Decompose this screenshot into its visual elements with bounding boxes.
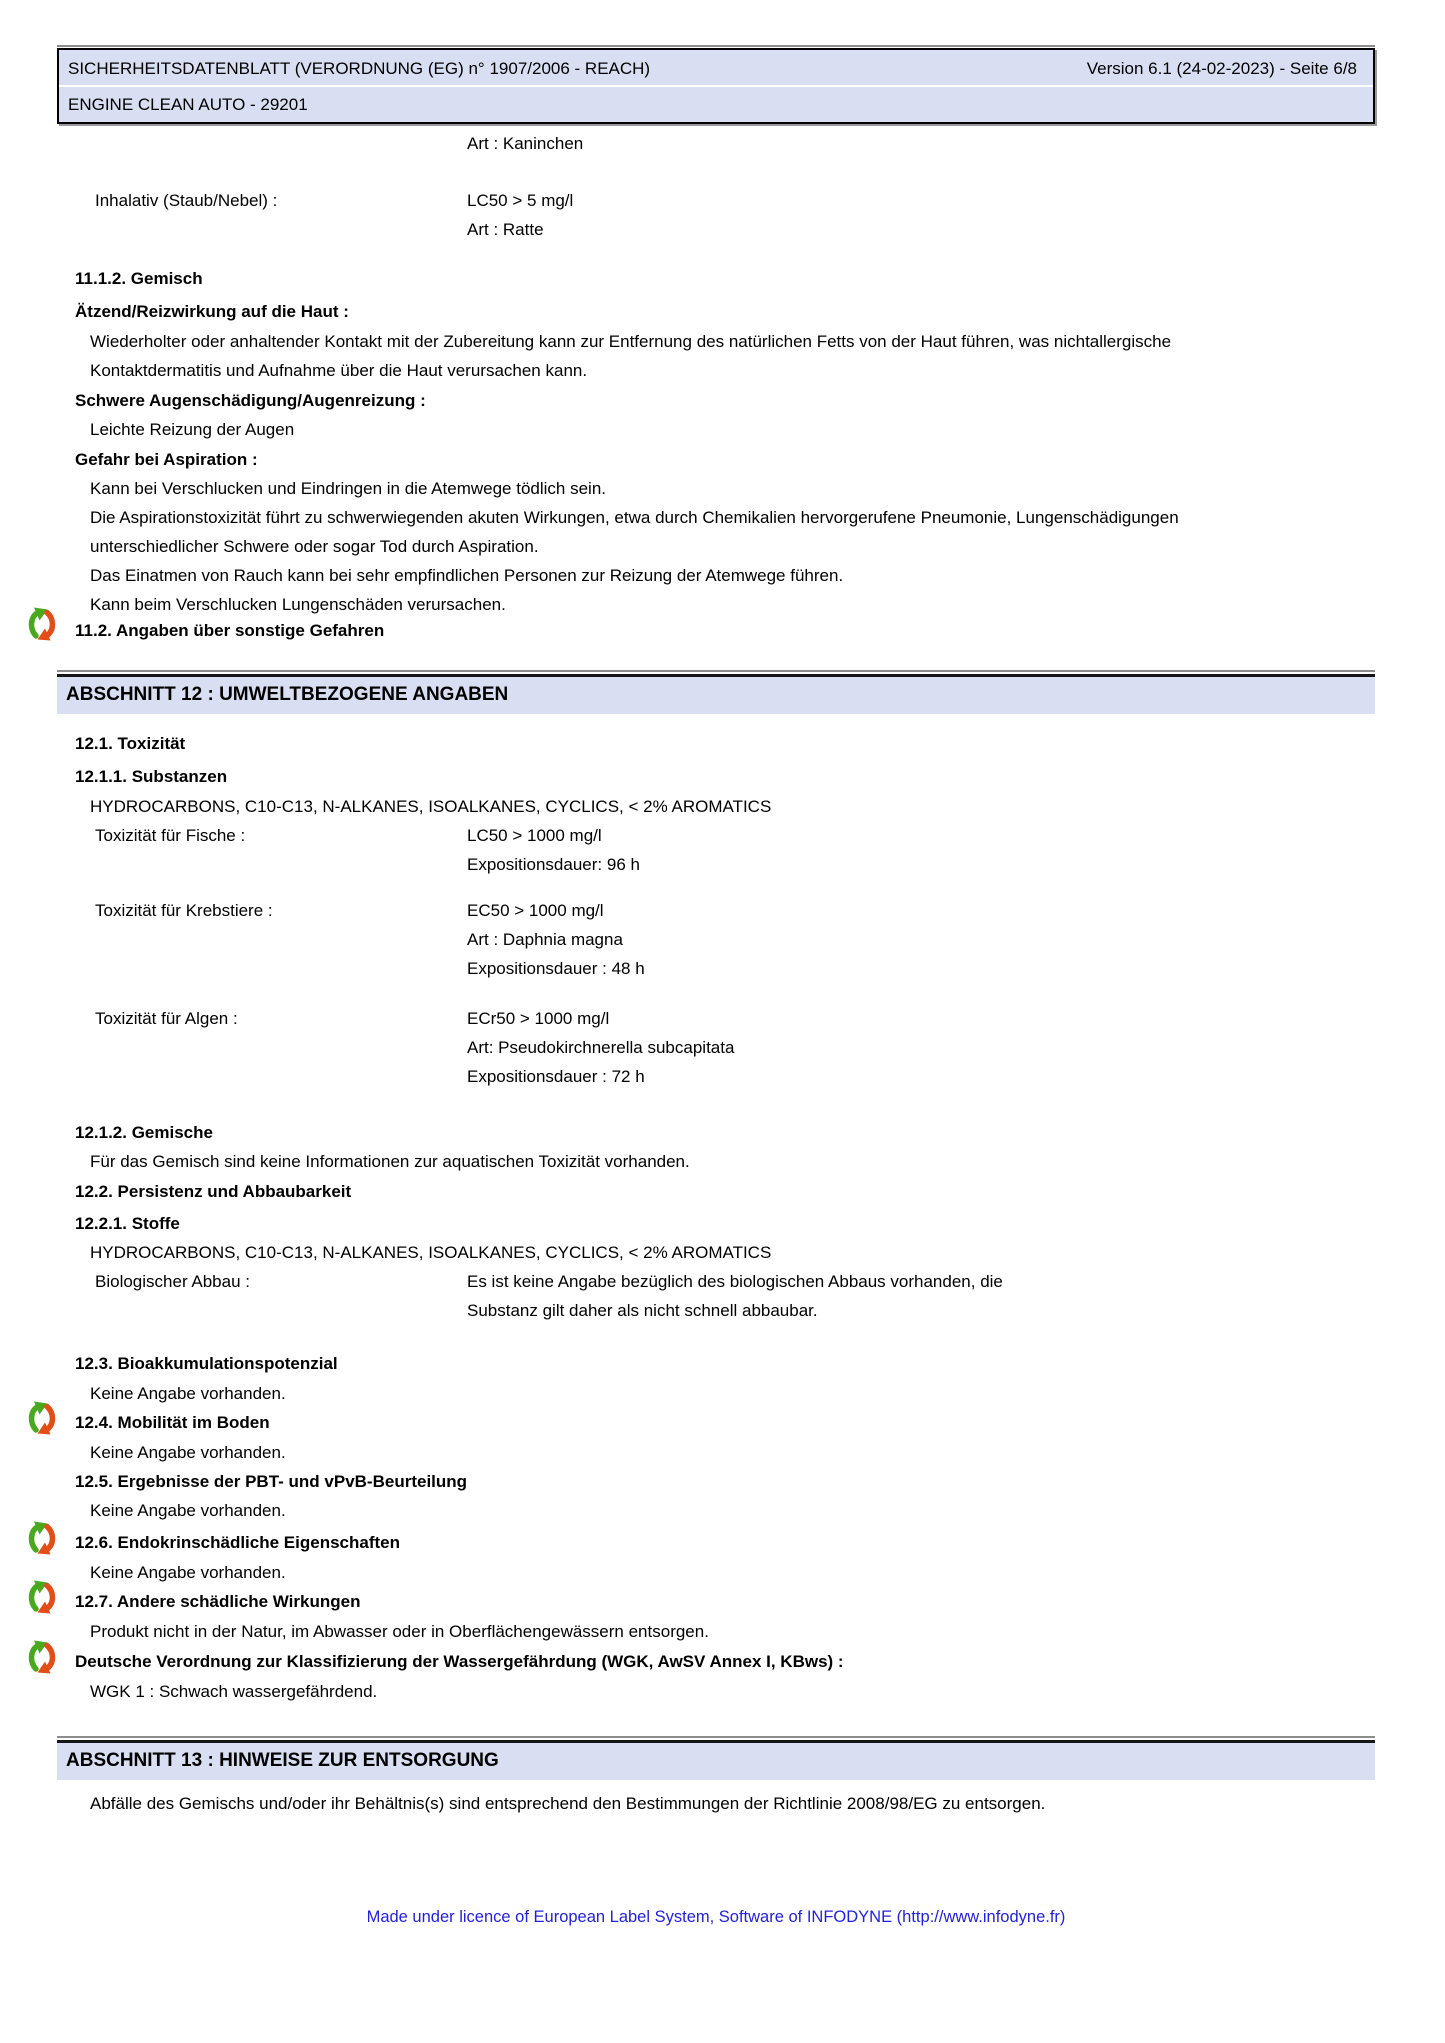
heading-12-1: 12.1. Toxizität: [75, 734, 186, 753]
inhalation-species-value: Art : Ratte: [467, 220, 544, 239]
disposal-instructions-text: Abfälle des Gemischs und/oder ihr Behältnis(s) sind entsprechend den Bestimmungen der Richtlinie 2008/98/EG zu entsorgen.: [90, 1794, 1046, 1813]
crustacean-exposure-value: Expositionsdauer : 48 h: [467, 959, 645, 978]
aspiration-text-line: Die Aspirationstoxizität führt zu schwerwiegenden akuten Wirkungen, etwa durch Chemikalien hervorgerufene Pneumonie, Lungenschädigungen: [90, 508, 1179, 527]
substance-name: HYDROCARBONS, C10-C13, N-ALKANES, ISOALKANES, CYCLICS, < 2% AROMATICS: [90, 797, 772, 816]
substance-name: HYDROCARBONS, C10-C13, N-ALKANES, ISOALKANES, CYCLICS, < 2% AROMATICS: [90, 1243, 772, 1262]
document-header-row1: [59, 50, 1373, 87]
no-data-text: Keine Angabe vorhanden.: [90, 1384, 286, 1403]
skin-text-line: Wiederholter oder anhaltender Kontakt mit der Zubereitung kann zur Entfernung des natürlichen Fetts von der Haut führen, was nichtallergische: [90, 332, 1172, 351]
heading-12-2: 12.2. Persistenz und Abbaubarkeit: [75, 1182, 352, 1201]
aspiration-text-line: Das Einatmen von Rauch kann bei sehr empfindlichen Personen zur Reizung der Atemwege führen.: [90, 566, 844, 585]
fish-toxicity-value: LC50 > 1000 mg/l: [467, 826, 602, 845]
recycle-icon: [26, 1639, 58, 1675]
eye-text-line: Leichte Reizung der Augen: [90, 420, 295, 439]
biodegradation-value-line: Substanz gilt daher als nicht schnell abbaubar.: [467, 1301, 818, 1320]
heading-wgk: Deutsche Verordnung zur Klassifizierung der Wassergefährdung (WGK, AwSV Annex I, KBws) :: [75, 1652, 844, 1671]
heading-skin-corrosion: Ätzend/Reizwirkung auf die Haut :: [75, 302, 349, 321]
heading-11-2: 11.2. Angaben über sonstige Gefahren: [75, 621, 385, 640]
algae-species-value: Art: Pseudokirchnerella subcapitata: [467, 1038, 735, 1057]
biodegradation-value-line: Es ist keine Angabe bezüglich des biologischen Abbaus vorhanden, die: [467, 1272, 1003, 1291]
wgk-classification-text: WGK 1 : Schwach wassergefährdend.: [90, 1682, 378, 1701]
doc-version-page: Version 6.1 (24-02-2023) - Seite 6/8: [1086, 59, 1357, 78]
fish-toxicity-label: Toxizität für Fische :: [95, 826, 246, 845]
recycle-icon: [26, 606, 58, 642]
algae-exposure-value: Expositionsdauer : 72 h: [467, 1067, 645, 1086]
heading-12-3: 12.3. Bioakkumulationspotenzial: [75, 1354, 338, 1373]
skin-text-line: Kontaktdermatitis und Aufnahme über die Haut verursachen kann.: [90, 361, 588, 380]
heading-12-2-1: 12.2.1. Stoffe: [75, 1214, 180, 1233]
recycle-icon: [26, 1579, 58, 1615]
fish-exposure-value: Expositionsdauer: 96 h: [467, 855, 640, 874]
heading-12-5: 12.5. Ergebnisse der PBT- und vPvB-Beurteilung: [75, 1472, 468, 1491]
heading-12-6: 12.6. Endokrinschädliche Eigenschaften: [75, 1533, 400, 1552]
heading-12-1-1: 12.1.1. Substanzen: [75, 767, 228, 786]
page-top-rule: [57, 45, 1375, 47]
heading-aspiration-hazard: Gefahr bei Aspiration :: [75, 450, 258, 469]
disposal-warning-text: Produkt nicht in der Natur, im Abwasser oder in Oberflächengewässern entsorgen.: [90, 1622, 709, 1641]
crustacean-toxicity-value: EC50 > 1000 mg/l: [467, 901, 604, 920]
document-header: [57, 48, 1375, 124]
section-12-title: ABSCHNITT 12 : UMWELTBEZOGENE ANGABEN: [66, 684, 509, 705]
heading-eye-damage: Schwere Augenschädigung/Augenreizung :: [75, 391, 426, 410]
mixture-toxicity-text: Für das Gemisch sind keine Informationen zur aquatischen Toxizität vorhanden.: [90, 1152, 690, 1171]
algae-toxicity-label: Toxizität für Algen :: [95, 1009, 238, 1028]
aspiration-text-line: Kann beim Verschlucken Lungenschäden verursachen.: [90, 595, 506, 614]
aspiration-text-line: unterschiedlicher Schwere oder sogar Tod durch Aspiration.: [90, 537, 539, 556]
section-divider: [57, 670, 1375, 672]
section-13-title: ABSCHNITT 13 : HINWEISE ZUR ENTSORGUNG: [66, 1750, 499, 1771]
recycle-icon: [26, 1400, 58, 1436]
footer-licence-link[interactable]: Made under licence of European Label System, Software of INFODYNE (http://www.infodyne.fr): [366, 1908, 1066, 1926]
heading-12-7: 12.7. Andere schädliche Wirkungen: [75, 1592, 361, 1611]
doc-title: SICHERHEITSDATENBLATT (VERORDNUNG (EG) n° 1907/2006 - REACH): [68, 59, 651, 78]
heading-11-1-2: 11.1.2. Gemisch: [75, 269, 203, 288]
no-data-text: Keine Angabe vorhanden.: [90, 1443, 286, 1462]
biodegradation-label: Biologischer Abbau :: [95, 1272, 250, 1291]
no-data-text: Keine Angabe vorhanden.: [90, 1501, 286, 1520]
section-divider: [57, 1736, 1375, 1738]
heading-12-1-2: 12.1.2. Gemische: [75, 1123, 213, 1142]
inhalation-lc50-value: LC50 > 5 mg/l: [467, 191, 574, 210]
inhalation-label: Inhalativ (Staub/Nebel) :: [95, 191, 278, 210]
heading-12-4: 12.4. Mobilität im Boden: [75, 1413, 270, 1432]
section-12-band: [57, 674, 1375, 714]
no-data-text: Keine Angabe vorhanden.: [90, 1563, 286, 1582]
crustacean-species-value: Art : Daphnia magna: [467, 930, 623, 949]
dermal-species-value: Art : Kaninchen: [467, 134, 584, 153]
crustacean-toxicity-label: Toxizität für Krebstiere :: [95, 901, 273, 920]
algae-toxicity-value: ECr50 > 1000 mg/l: [467, 1009, 610, 1028]
recycle-icon: [26, 1520, 58, 1556]
section-13-band: [57, 1740, 1375, 1780]
aspiration-text-line: Kann bei Verschlucken und Eindringen in die Atemwege tödlich sein.: [90, 479, 607, 498]
product-name: ENGINE CLEAN AUTO - 29201: [68, 95, 308, 114]
document-header-row2: [59, 87, 1373, 122]
